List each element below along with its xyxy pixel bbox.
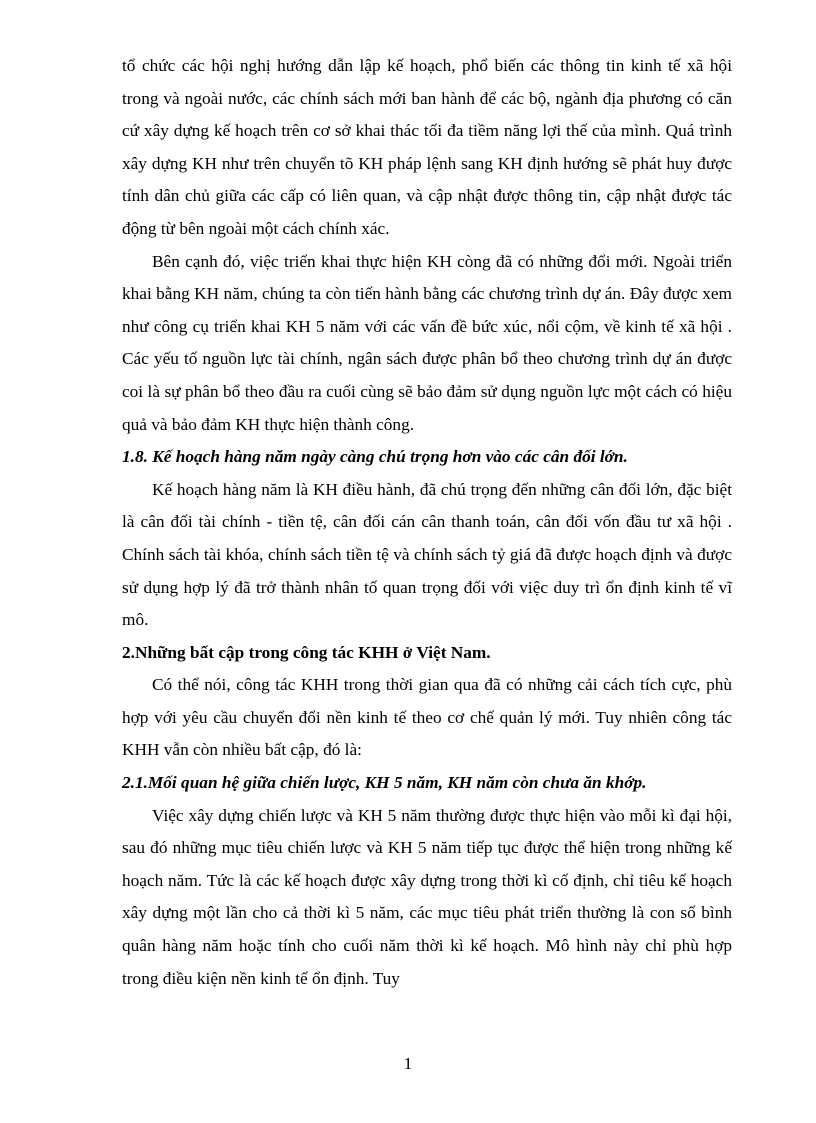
paragraph-implementation-reform: Bên cạnh đó, việc triển khai thực hiện KH còng đã có những đổi mới. Ngoài triển khai bằng KH năm, chúng ta còn tiến hành bằng các chương trình dự án. Đây được xem như công cụ triển khai KH 5 năm với các vấn đề bức xúc, nổi cộm, về kinh tế xã hội . Các yếu tố nguồn lực tài chính, ngân sách được phân bổ theo chương trình dự án được coi là sự phân bổ theo đầu ra cuối cùng sẽ bảo đảm sử dụng nguồn lực một cách có hiệu quả và bảo đảm KH thực hiện thành công. xyxy=(122,251,732,434)
paragraph-planning-shortcomings: Có thể nói, công tác KHH trong thời gian qua đã có những cải cách tích cực, phù hợp với yêu cầu chuyển đổi nền kinh tế theo cơ chế quản lý mới. Tuy nhiên công tác KHH vẫn còn nhiều bất cập, đó là: xyxy=(122,675,732,760)
paragraph-strategy-plan-relation: Việc xây dựng chiến lược và KH 5 năm thường được thực hiện vào mỗi kì đại hội, sau đó những mục tiêu chiến lược và KH 5 năm tiếp tục được thể hiện trong những kế hoạch năm. Tức là các kế hoạch được xây dựng trong thời kì cố định, chỉ tiêu kế hoạch xây dựng một lần cho cả thời kì 5 năm, các mục tiêu phát triển thường là con số bình quân hàng năm hoặc tính cho cuối năm thời kì kế hoạch. Mô hình này chỉ phù hợp trong điều kiện nền kinh tế ổn định. Tuy xyxy=(122,805,732,988)
paragraph-intro-continuation: tổ chức các hội nghị hướng dẫn lập kế hoạch, phổ biến các thông tin kinh tế xã hội trong và ngoài nước, các chính sách mới ban hành để các bộ, ngành địa phương có căn cứ xây dựng kế hoạch trên cơ sở khai thác tối đa tiềm năng lợi thế của mình. Quá trình xây dựng KH như trên chuyển tõ KH pháp lệnh sang KH định hướng sẽ phát huy được tính dân chủ giữa các cấp có liên quan, và cập nhật được thông tin, cập nhật được tác động từ bên ngoài một cách chính xác. xyxy=(122,56,732,238)
section-heading-2: 2.Những bất cập trong công tác KHH ở Việt Nam. xyxy=(122,642,491,662)
page-number: 1 xyxy=(403,1054,413,1073)
section-heading-1-8: 1.8. Kế hoạch hàng năm ngày càng chú trọng hơn vào các cân đối lớn. xyxy=(122,447,628,467)
section-heading-2-1: 2.1.Mối quan hệ giữa chiến lược, KH 5 năm, KH năm còn chưa ăn khớp. xyxy=(122,773,647,793)
document-body xyxy=(122,50,732,995)
paragraph-annual-plan-balances: Kế hoạch hàng năm là KH điều hành, đã chú trọng đến những cân đối lớn, đặc biệt là cân đối tài chính - tiền tệ, cân đối cán cân thanh toán, cân đối vốn đầu tư xã hội . Chính sách tài khóa, chính sách tiền tệ và chính sách tỷ giá đã được hoạch định và được sử dụng hợp lý đã trở thành nhân tố quan trọng đối với việc duy trì ổn định kinh tế vĩ mô. xyxy=(122,479,732,630)
